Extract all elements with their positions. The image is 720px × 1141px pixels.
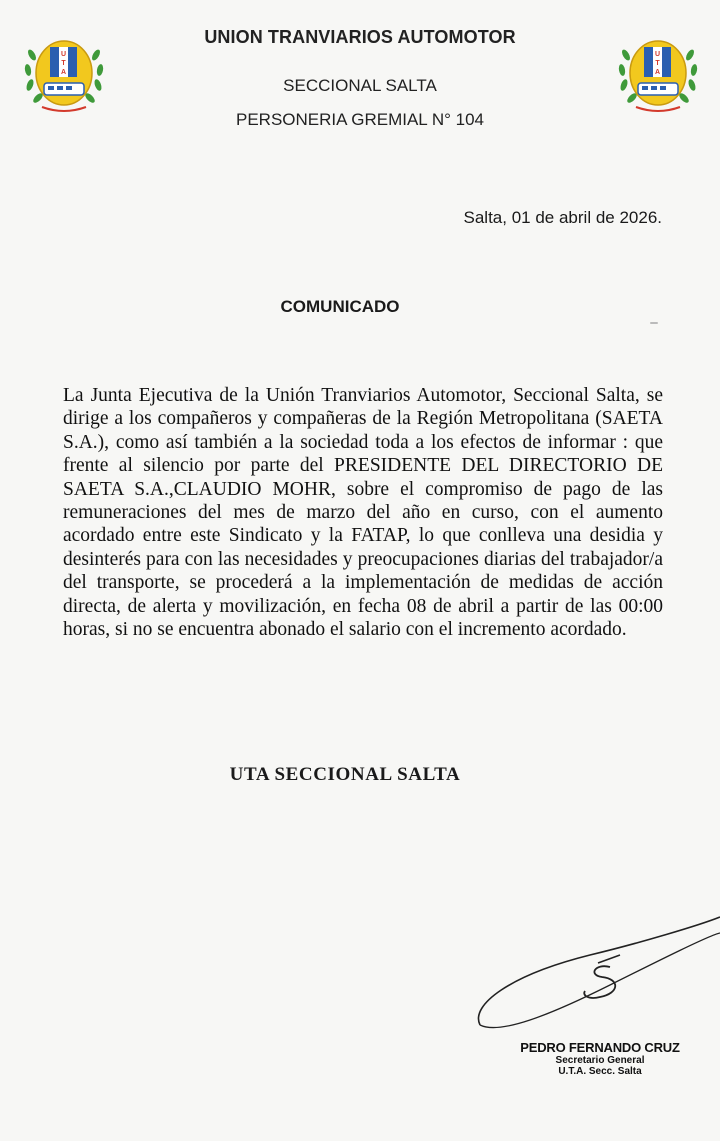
svg-text:T: T bbox=[61, 60, 66, 67]
closing-signature-line: UTA SECCIONAL SALTA bbox=[229, 764, 461, 785]
svg-text:U: U bbox=[654, 51, 661, 58]
svg-text:A: A bbox=[654, 69, 661, 76]
registration-number: PERSONERIA GREMIAL N° 104 bbox=[235, 110, 485, 129]
signatory-name: PEDRO FERNANDO CRUZ bbox=[520, 1040, 680, 1055]
date-line: Salta, 01 de abril de 2026. bbox=[463, 208, 662, 227]
signatory-org: U.T.A. Secc. Salta bbox=[558, 1066, 642, 1077]
section-name: SECCIONAL SALTA bbox=[283, 76, 437, 95]
signatory-stamp bbox=[515, 1040, 685, 1077]
paper-speck bbox=[650, 322, 658, 324]
handwritten-signature bbox=[470, 905, 720, 1045]
svg-text:A: A bbox=[60, 69, 67, 76]
organization-name: UNION TRANVIARIOS AUTOMOTOR bbox=[204, 27, 516, 47]
svg-text:T: T bbox=[655, 60, 660, 67]
document-title: COMUNICADO bbox=[280, 297, 400, 316]
body-paragraph: La Junta Ejecutiva de la Unión Tranviarios Automotor, Seccional Salta, se dirige a los compañeros y compañeras de la Región Metropolitana (SAETA S.A.), como así también a la sociedad toda a los efectos de informar : que frente al silencio por parte del PRESIDENTE DEL DIRECTORIO DE SAETA S.A.,CLAUDIO MOHR, sobre el compromiso de pago de las remuneraciones del mes de marzo del año en curso, con el aumento acordado entre este Sindicato y la FATAP, lo que conlleva una desidia y desinterés para con las necesidades y preocupaciones diarias del trabajador/a del transporte, se procederá a la implementación de medidas de acción directa, de alerta y movilización, en fecha 08 de abril a partir de las 00:00 horas, si no se encuentra abonado el salario con el incremento acordado. bbox=[63, 385, 663, 641]
signatory-role: Secretario General bbox=[555, 1055, 645, 1066]
svg-text:U: U bbox=[60, 51, 67, 58]
